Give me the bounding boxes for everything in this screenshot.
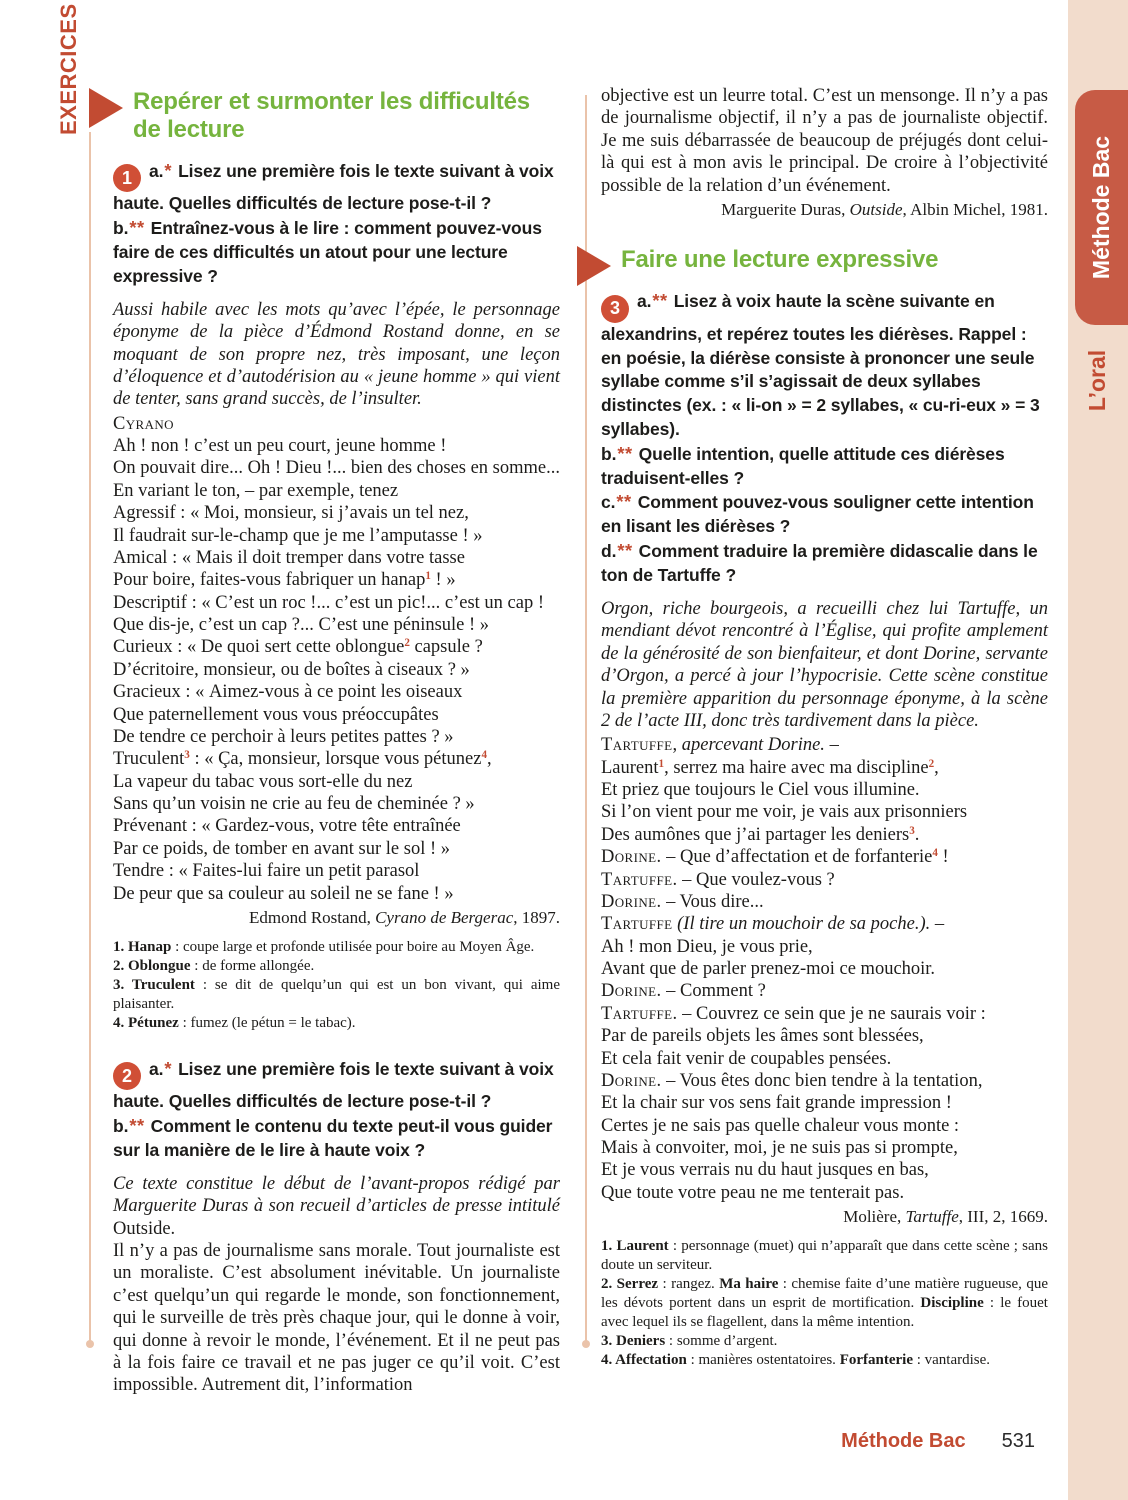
- footnote: 2. Oblongue : de forme allongée.: [113, 957, 315, 974]
- verse-line: Laurent$^1$, serrez ma haire avec ma discipline$^2$,: [601, 757, 939, 778]
- verse-line: Descriptif : « C’est un roc !... c’est un pic!... c’est un cap !: [113, 592, 545, 613]
- methode-bac-tab: [1075, 90, 1128, 325]
- footnote-ref: 4: [932, 847, 938, 860]
- styled-text: Outside.: [113, 1218, 176, 1239]
- oral-tab: [1068, 330, 1128, 430]
- styled-text: 3. Truculent: [113, 977, 195, 994]
- verse-line: Et je vous verrais nu du haut jusques en bas,: [601, 1160, 929, 1181]
- exercices-sidebar-label: EXERCICES: [56, 3, 81, 135]
- footnote-ref: 2: [404, 637, 410, 650]
- verse-line: On pouvait dire... Oh ! Dieu !... bien des choses en somme...: [113, 458, 560, 479]
- difficulty-stars: **: [617, 540, 633, 562]
- verse-line: Dorine. – Vous dire...: [601, 891, 764, 912]
- question-label: a.: [149, 1059, 164, 1080]
- question-text: Lisez une première fois le texte suivant à voix haute. Quelles difficultés de lecture pose-t-il ?: [113, 161, 554, 214]
- question-text: Comment pouvez-vous souligner cette intention en lisant les diérèses ?: [601, 492, 1034, 537]
- page-number: 531: [1001, 1430, 1035, 1452]
- verse-line: Par de pareils objets les âmes sont blessées,: [601, 1026, 924, 1047]
- methode-bac-tab-label: Méthode Bac: [1088, 135, 1115, 280]
- exercise-number-badge: 1: [113, 164, 141, 192]
- difficulty-stars: **: [617, 442, 633, 464]
- verse-line: La vapeur du tabac vous sort-elle du nez: [113, 771, 413, 792]
- styled-text: Dorine.: [601, 1070, 662, 1091]
- footnote-ref: 2: [928, 757, 935, 770]
- footnote: 4. Pétunez : fumez (le pétun = le tabac).: [113, 1015, 356, 1032]
- footnote-ref: 3: [184, 749, 190, 762]
- column-rule-left: [89, 132, 91, 1342]
- oral-tab-label: L’oral: [1084, 349, 1111, 411]
- exercise-3: [601, 289, 1048, 588]
- question-text: Lisez une première fois le texte suivant à voix haute. Quelles difficultés de lecture pose-t-il ?: [113, 1059, 554, 1112]
- verse-line: Gracieux : « Aimez-vous à ce point les oiseaux: [113, 682, 463, 703]
- verse-line: En variant le ton, – par exemple, tenez: [113, 480, 399, 501]
- exercise-number-badge: 3: [601, 295, 629, 323]
- verse-line: Tartuffe, apercevant Dorine. –: [601, 735, 839, 756]
- question-label: a.: [637, 291, 652, 312]
- verse-block: [113, 413, 560, 905]
- exercise-question: [113, 159, 560, 216]
- footnote: 4. Affectation : manières ostentatoires. Forfanterie : vantardise.: [601, 1352, 991, 1369]
- verse-line: De peur que sa couleur au soleil ne se fane ! »: [113, 883, 454, 904]
- section-heading: [601, 246, 1048, 274]
- section-arrow-icon: [577, 246, 611, 286]
- verse-line: Par ce poids, de tomber en avant sur le sol ! »: [113, 838, 451, 859]
- footnotes: [113, 938, 560, 1033]
- verse-line: De tendre ce perchoir à leurs petites pattes ? »: [113, 726, 454, 747]
- styled-text: Tartuffe.: [601, 1003, 678, 1024]
- verse-line: Dorine. – Que d’affectation et de forfanterie$^4$ !: [601, 847, 949, 868]
- verse-line: Dorine. – Vous êtes donc bien tendre à la tentation,: [601, 1070, 983, 1091]
- section-heading-text: Faire une lecture expressive: [621, 245, 939, 273]
- difficulty-stars: *: [164, 1058, 173, 1080]
- styled-text: (Il tire un mouchoir de sa poche.).: [677, 914, 931, 935]
- difficulty-stars: **: [616, 491, 632, 513]
- question-text: Comment traduire la première didascalie dans le ton de Tartuffe ?: [601, 541, 1038, 586]
- styled-text: 1. Laurent: [601, 1238, 669, 1255]
- verse-line: Curieux : « De quoi sert cette oblongue$^2$ capsule ?: [113, 637, 483, 658]
- column-rule-middle-dot: [582, 1340, 590, 1348]
- right-column: [601, 85, 1048, 1370]
- source-attribution: Marguerite Duras, Outside, Albin Michel, 1981.: [721, 199, 1048, 219]
- column-rule-left-dot: [86, 1340, 94, 1348]
- verse-line: Il faudrait sur-le-champ que je me l’amputasse ! »: [113, 525, 483, 546]
- styled-text: Dorine.: [601, 891, 662, 912]
- question-text: Lisez à voix haute la scène suivante en alexandrins, et repérez toutes les diérèses. Rappel : en poésie, la diérèse consiste à prononcer une seule syllabe comme s’il s’agissait de deux syllabes distinctes (ex. : « li-on » = 2 syllabes, « cu-ri-eux » = 3 syllabes).: [601, 291, 1040, 439]
- exercise-question: [113, 1114, 560, 1163]
- verse-line: Certes je ne sais pas quelle chaleur vous monte :: [601, 1115, 960, 1136]
- verse-line: D’écritoire, monsieur, ou de boîtes à ciseaux ? »: [113, 659, 470, 680]
- footnote: 2. Serrez : rangez. Ma haire : chemise faite d’une matière rugueuse, que les dévots portent dans un esprit de mortification. Discipline : le fouet avec lequel ils se flagellent, dans la même intention.: [601, 1276, 1048, 1331]
- intro-text: Aussi habile avec les mots qu’avec l’épée, le personnage éponyme de la pièce d’Édmond Rostand donne, en se moquant de son propre nez, très imposant, une leçon d’éloquence et d’autodérision au « jeune homme » qui vient de tenter, sans grand succès, de l’insulter.: [113, 299, 560, 410]
- verse-line: Si l’on vient pour me voir, je vais aux prisonniers: [601, 802, 968, 823]
- question-label: b.: [113, 1116, 129, 1137]
- styled-text: Tartuffe: [601, 914, 673, 935]
- verse-line: [113, 413, 560, 435]
- difficulty-stars: *: [164, 160, 173, 182]
- styled-text: Tartuffe: [601, 735, 673, 756]
- styled-text: 2. Serrez: [601, 1276, 659, 1293]
- verse-line: Ah ! non ! c’est un peu court, jeune homme !: [113, 436, 447, 457]
- question-label: a.: [149, 161, 164, 182]
- exercise-1: [113, 159, 560, 289]
- quote-text: Il n’y a pas de journalisme sans morale. Tout journaliste est un moraliste. C’est absolument inévitable. Un journaliste c’est quelqu’un qui regarde le monde, son fonctionnement, qui le surveille de très près chaque jour, qui le donne à voir, qui donne à revoir le monde, l’événement. Et il ne peut pas à la fois faire ce travail et ne pas juger ce qu’il voit. C’est impossible. Autrement dit, l’information: [113, 1241, 560, 1396]
- verse-line: Agressif : « Moi, monsieur, si j’avais un tel nez,: [113, 503, 469, 524]
- section-arrow-icon: [89, 88, 123, 128]
- styled-text: 2. Oblongue: [113, 957, 191, 974]
- section-heading-text: Repérer et surmonter les difficultés de lecture: [133, 88, 530, 143]
- verse-line: Tartuffe. – Couvrez ce sein que je ne saurais voir :: [601, 1003, 986, 1024]
- verse-block: [601, 734, 1048, 1204]
- difficulty-stars: **: [129, 1115, 145, 1137]
- verse-line: Sans qu’un voisin ne crie au feu de cheminée ? »: [113, 794, 475, 815]
- question-label: b.: [113, 218, 129, 239]
- verse-line: Tartuffe (Il tire un mouchoir de sa poche.). –: [601, 914, 945, 935]
- verse-line: Tendre : « Faites-lui faire un petit parasol: [113, 861, 420, 882]
- source-attribution: Molière, Tartuffe, III, 2, 1669.: [843, 1207, 1048, 1227]
- left-column: [113, 88, 560, 1397]
- styled-text: Discipline: [920, 1295, 984, 1312]
- styled-text: apercevant Dorine.: [681, 735, 825, 756]
- footnote: 3. Truculent : se dit de quelqu’un qui est un bon vivant, qui aime plaisanter.: [113, 977, 560, 1013]
- styled-text: 1. Hanap: [113, 938, 172, 955]
- footer-section-label: Méthode Bac: [841, 1430, 966, 1452]
- styled-text: 3. Deniers: [601, 1333, 666, 1350]
- exercise-number-badge: 2: [113, 1062, 141, 1090]
- exercise-question: [113, 216, 560, 289]
- difficulty-stars: **: [652, 290, 668, 312]
- styled-text: Tartuffe: [905, 1207, 959, 1227]
- verse-line: Et cela fait venir de coupables pensées.: [601, 1048, 892, 1069]
- styled-text: Cyrano: [113, 413, 174, 434]
- styled-text: 4. Pétunez: [113, 1015, 179, 1032]
- verse-line: Des aumônes que j’ai partager les deniers$^3$.: [601, 824, 920, 845]
- exercise-question: [601, 539, 1048, 588]
- exercise-2: [113, 1057, 560, 1163]
- exercise-question: [601, 490, 1048, 539]
- difficulty-stars: **: [129, 217, 145, 239]
- verse-line: Dorine. – Comment ?: [601, 981, 766, 1002]
- intro-text: Ce texte constitue le début de l’avant-propos rédigé par Marguerite Duras à son recueil d’articles de presse intitulé Outside.: [113, 1173, 560, 1239]
- verse-line: Pour boire, faites-vous fabriquer un hanap$^1$ ! »: [113, 570, 456, 591]
- question-label: c.: [601, 492, 616, 513]
- verse-line: Ah ! mon Dieu, je vous prie,: [601, 936, 813, 957]
- verse-line: Truculent$^3$ : « Ça, monsieur, lorsque vous pétunez$^4$,: [113, 749, 492, 770]
- verse-line: Tartuffe. – Que voulez-vous ?: [601, 869, 835, 890]
- question-label: b.: [601, 443, 617, 464]
- footnote: 1. Hanap : coupe large et profonde utilisée pour boire au Moyen Âge.: [113, 938, 535, 955]
- exercise-question: [601, 289, 1048, 441]
- question-text: Comment le contenu du texte peut-il vous guider sur la manière de le lire à haute voix ?: [113, 1116, 553, 1161]
- verse-line: Que dis-je, c’est un cap ?... C’est une péninsule ! »: [113, 615, 490, 636]
- footnote-ref: 1: [658, 757, 665, 770]
- verse-line: Que toute votre peau ne me tenterait pas.: [601, 1182, 905, 1203]
- footnote-ref: 3: [909, 824, 915, 837]
- intro-text: Orgon, riche bourgeois, a recueilli chez lui Tartuffe, un mendiant dévot rencontré à l’Église, qui profite amplement de la générosité de son bienfaiteur, et dont Dorine, servante d’Orgon, a percé à jour l’hypocrisie. Cette scène constitue la première apparition du personnage éponyme, à la scène 2 de l’acte III, donc très tardivement dans la pièce.: [601, 599, 1048, 731]
- styled-text: Dorine.: [601, 981, 662, 1002]
- footnotes: [601, 1237, 1048, 1370]
- verse-line: Mais à convoiter, moi, je ne suis pas si prompte,: [601, 1138, 958, 1159]
- verse-line: Et la chair sur vos sens fait grande impression !: [601, 1093, 952, 1114]
- footnote-ref: 1: [425, 570, 431, 583]
- question-label: d.: [601, 541, 617, 562]
- verse-line: Prévenant : « Gardez-vous, votre tête entraînée: [113, 816, 461, 837]
- exercise-question: [601, 442, 1048, 491]
- question-text: Entraînez-vous à le lire : comment pouvez-vous faire de ces difficultés un atout pour une lecture expressive ?: [113, 218, 542, 286]
- verse-line: Avant que de parler prenez-moi ce mouchoir.: [601, 959, 936, 980]
- source-attribution: Edmond Rostand, Cyrano de Bergerac, 1897.: [248, 907, 560, 927]
- styled-text: Ma haire: [719, 1276, 779, 1293]
- section-heading: [113, 88, 560, 143]
- page-footer: [841, 1430, 1035, 1453]
- quote-text: objective est un leurre total. C’est un mensonge. Il n’y a pas de journalisme objectif, il n’y a pas de journaliste objectif. Je me suis débarrassée de beaucoup de préjugés dont celui-là qui est à mon avis le principal. De croire à l’objectivité possible de la relation d’un événement.: [601, 86, 1048, 196]
- styled-text: Tartuffe.: [601, 869, 678, 890]
- verse-line: Que paternellement vous vous préoccupâtes: [113, 704, 439, 725]
- footnote: 1. Laurent : personnage (muet) qui n’apparaît que dans cette scène ; sans doute un serviteur.: [601, 1238, 1048, 1274]
- styled-text: Forfanterie: [839, 1352, 913, 1369]
- styled-text: Dorine.: [601, 847, 662, 868]
- footnote: 3. Deniers : somme d’argent.: [601, 1333, 778, 1350]
- exercise-question: [113, 1057, 560, 1114]
- footnote-ref: 4: [481, 749, 487, 762]
- styled-text: Outside: [849, 199, 903, 219]
- styled-text: Cyrano de Bergerac: [375, 907, 514, 927]
- styled-text: 4. Affectation: [601, 1352, 687, 1369]
- question-text: Quelle intention, quelle attitude ces diérèses traduisent-elles ?: [601, 443, 1005, 488]
- verse-line: Amical : « Mais il doit tremper dans votre tasse: [113, 547, 465, 568]
- verse-line: Et priez que toujours le Ciel vous illumine.: [601, 780, 920, 801]
